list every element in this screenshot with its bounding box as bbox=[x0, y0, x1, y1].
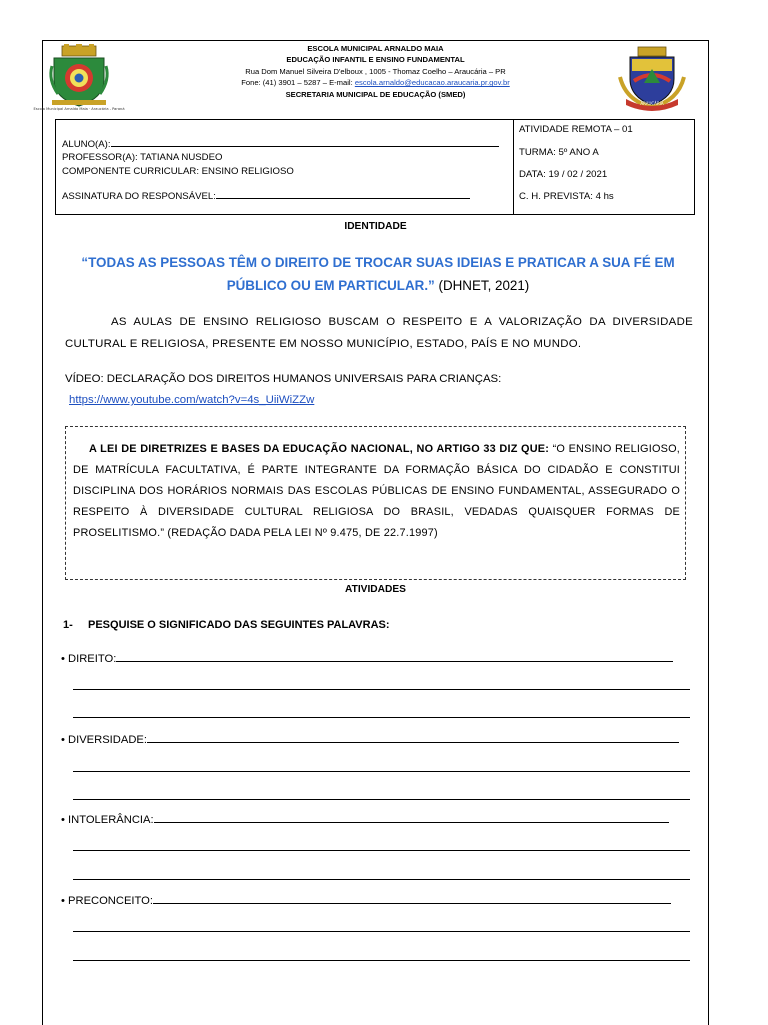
law-text bbox=[73, 439, 680, 544]
email-link[interactable]: escola.arnaldo@educacao.araucaria.pr.gov.br bbox=[354, 78, 510, 88]
law-lead: A LEI DE DIRETRIZES E BASES DA EDUCAÇÃO NACIONAL, NO ARTIGO 33 DIZ QUE: bbox=[89, 443, 550, 455]
student-info-table bbox=[55, 119, 695, 215]
answer-line bbox=[154, 812, 669, 823]
quote-block bbox=[63, 251, 693, 297]
activity-number: ATIVIDADE REMOTA – 01 bbox=[519, 124, 633, 135]
workload-label: C. H. PREVISTA: 4 hs bbox=[519, 191, 614, 202]
contact-phone: Fone: (41) 3901 – 5287 – E-mail: bbox=[241, 78, 353, 88]
student-name-label: ALUNO(A): bbox=[62, 139, 111, 150]
svg-text:ARAUCÁRIA: ARAUCÁRIA bbox=[640, 101, 664, 106]
class-label: TURMA: 5º ANO A bbox=[519, 147, 599, 158]
guardian-signature-field[interactable] bbox=[62, 189, 470, 202]
signature-line bbox=[216, 189, 470, 199]
answer-line[interactable] bbox=[73, 771, 690, 772]
activities-title: ATIVIDADES bbox=[345, 584, 406, 595]
term-preconceito-field[interactable] bbox=[61, 893, 671, 907]
video-label: VÍDEO: DECLARAÇÃO DOS DIREITOS HUMANOS UNIVERSAIS PARA CRIANÇAS: bbox=[65, 373, 502, 385]
term-intolerancia-field[interactable] bbox=[61, 812, 669, 826]
svg-text:Escola Municipal Arnaldo Maia: Escola Municipal Arnaldo Maia · Araucária - Paraná bbox=[33, 107, 125, 111]
school-department: SECRETARIA MUNICIPAL DE EDUCAÇÃO (SMED) bbox=[285, 89, 466, 99]
school-level: EDUCAÇÃO INFANTIL E ENSINO FUNDAMENTAL bbox=[286, 55, 465, 65]
term-direito-field[interactable] bbox=[61, 651, 673, 665]
worksheet-page bbox=[33, 40, 709, 1025]
term-label: • DIREITO: bbox=[61, 653, 117, 665]
intro-paragraph bbox=[65, 311, 693, 355]
question-number: 1- bbox=[63, 619, 73, 631]
term-label: • DIVERSIDADE: bbox=[61, 734, 147, 746]
term-label: • PRECONCEITO: bbox=[61, 895, 153, 907]
city-crest-logo bbox=[618, 47, 686, 111]
school-address: Rua Dom Manuel Silveira D'elboux , 1005 - Thomaz Coelho – Araucária – PR bbox=[245, 66, 506, 76]
student-name-field[interactable] bbox=[62, 137, 499, 150]
answer-line[interactable] bbox=[73, 879, 690, 880]
component-label: COMPONENTE CURRICULAR: ENSINO RELIGIOSO bbox=[62, 166, 294, 177]
school-name: ESCOLA MUNICIPAL ARNALDO MAIA bbox=[307, 44, 444, 53]
quote-text: “TODAS AS PESSOAS TÊM O DIREITO DE TROCAR SUAS IDEIAS E PRATICAR A SUA FÉ EM PÚBLICO OU EM PARTICULAR.” bbox=[81, 255, 675, 293]
answer-line bbox=[147, 732, 679, 743]
date-label: DATA: 19 / 02 / 2021 bbox=[519, 169, 608, 180]
answer-line[interactable] bbox=[73, 799, 690, 800]
term-label: • INTOLERÂNCIA: bbox=[61, 814, 154, 826]
intro-text: AS AULAS DE ENSINO RELIGIOSO BUSCAM O RESPEITO E A VALORIZAÇÃO DA DIVERSIDADE CULTURAL E RELIGIOSA, PRESENTE EM NOSSO MUNICÍPIO, ESTADO, PAÍS E NO MUNDO. bbox=[65, 316, 693, 350]
guardian-signature-label: ASSINATURA DO RESPONSÁVEL: bbox=[62, 191, 216, 202]
table-divider bbox=[513, 120, 514, 214]
answer-line[interactable] bbox=[73, 931, 690, 932]
answer-line bbox=[153, 893, 671, 904]
answer-line bbox=[116, 651, 673, 662]
answer-line[interactable] bbox=[73, 689, 690, 690]
law-box bbox=[65, 426, 686, 580]
school-contact bbox=[43, 77, 708, 88]
quote-source: (DHNET, 2021) bbox=[438, 278, 530, 293]
law-body: “O ENSINO RELIGIOSO, DE MATRÍCULA FACULTATIVA, É PARTE INTEGRANTE DA FORMAÇÃO BÁSICA DO CIDADÃO E CONSTITUI DISCIPLINA DOS HORÁRIOS NORMAIS DAS ESCOLAS PÚBLICAS DE ENSINO FUNDAMENTAL, ASSEGURADO O RESPEITO À DIVERSIDADE CULTURAL RELIGIOSA DO BRASIL, VEDADAS QUAISQUER FORMAS DE PROSELITISMO.” (REDAÇÃO DADA PELA LEI Nº 9.475, DE 22.7.1997) bbox=[73, 443, 680, 539]
section-title: IDENTIDADE bbox=[344, 221, 407, 232]
question-1 bbox=[63, 619, 390, 631]
student-name-line bbox=[111, 137, 499, 147]
school-header bbox=[43, 43, 708, 100]
question-text: PESQUISE O SIGNIFICADO DAS SEGUINTES PALAVRAS: bbox=[88, 619, 390, 631]
answer-line[interactable] bbox=[73, 960, 690, 961]
answer-line[interactable] bbox=[73, 850, 690, 851]
answer-line[interactable] bbox=[73, 717, 690, 718]
video-link[interactable]: https://www.youtube.com/watch?v=4s_UiiWiZZw bbox=[69, 394, 315, 406]
term-diversidade-field[interactable] bbox=[61, 732, 679, 746]
teacher-label: PROFESSOR(A): TATIANA NUSDEO bbox=[62, 152, 223, 163]
video-section bbox=[65, 369, 693, 411]
